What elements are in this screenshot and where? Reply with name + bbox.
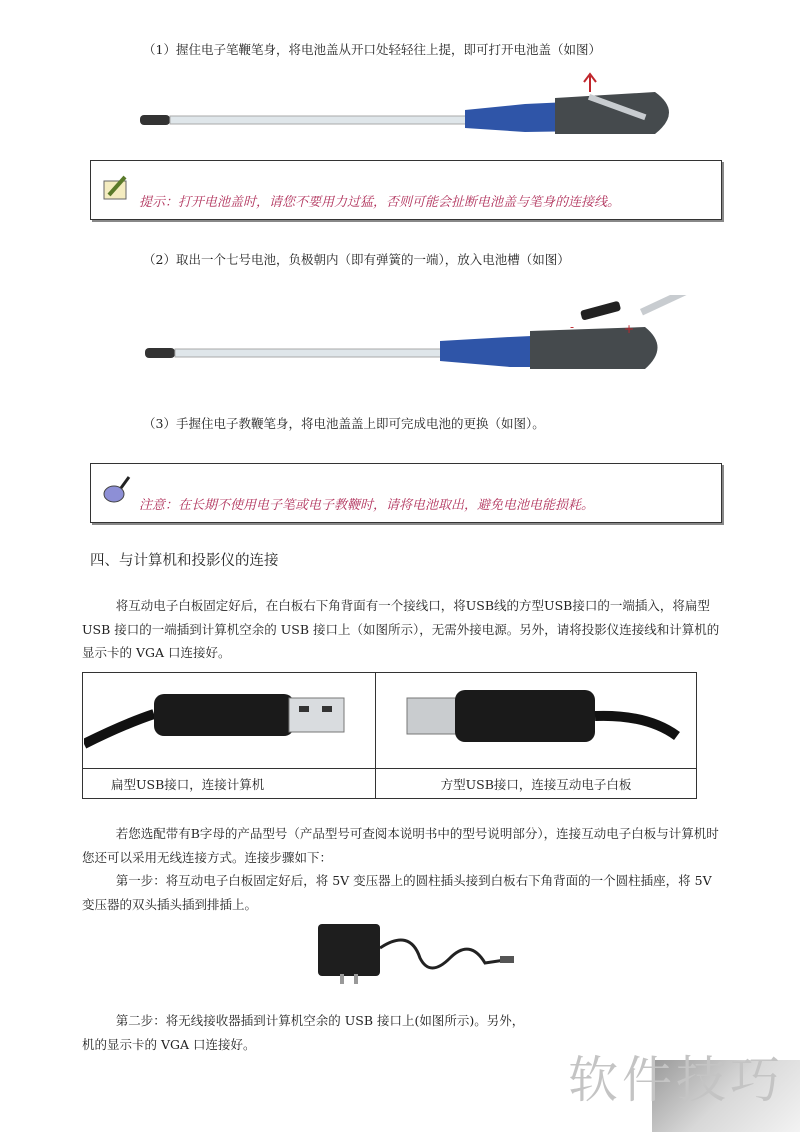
tip-box: [90, 160, 722, 220]
section-heading: 四、与计算机和投影仪的连接: [90, 553, 279, 569]
battery-minus-label: -: [570, 320, 575, 334]
paragraph-wireless-text: 若您选配带有B字母的产品型号（产品型号可查阅本说明书中的型号说明部分），连接互动电子白板与计算机时您还可以采用无线连接方式。连接步骤如下：: [82, 826, 719, 865]
magnifier-note-icon: [101, 474, 133, 506]
power-adapter-image: [310, 918, 520, 986]
step-2-text: （2）取出一个七号电池，负极朝内（即有弹簧的一端），放入电池槽（如图）: [143, 252, 570, 267]
note-text: 注意：在长期不使用电子笔或电子教鞭时，请将电池取出，避免电池电能损耗。: [139, 498, 595, 513]
note-box: [90, 463, 722, 523]
flat-usb-image-cell: [83, 673, 376, 769]
step-1-text: （1）握住电子笔鞭笔身，将电池盖从开口处轻轻往上提，即可打开电池盖（如图）: [143, 42, 601, 57]
paragraph-step-two-text: 第二步：将无线接收器插到计算机空余的 USB 接口上(如图所示)。另外，: [115, 1013, 525, 1028]
tip-text: 提示：打开电池盖时，请您不要用力过猛，否则可能会扯断电池盖与笔身的连接线。: [139, 195, 621, 210]
paragraph-usb-text: 将互动电子白板固定好后，在白板右下角背面有一个接线口，将USB线的方型USB接口的一端插入，将扁型 USB 接口的一端插到计算机空余的 USB 接口上（如图所示），无需外接电源。另外，请将投影仪连接线和计算机的显示卡的 VGA 口连接好。: [82, 598, 720, 660]
battery-plus-label: +: [624, 322, 635, 336]
usb-table: [82, 672, 697, 799]
paragraph-wireless: [82, 822, 722, 916]
paragraph-usb: [82, 594, 722, 665]
square-usb-caption: 方型USB接口，连接互动电子白板: [376, 769, 697, 799]
square-usb-image-cell: [376, 673, 697, 769]
step-3-text: （3）手握住电子教鞭笔身，将电池盖盖上即可完成电池的更换（如图）。: [143, 416, 545, 431]
watermark-logo: 软件技巧: [568, 1051, 784, 1109]
pen-open-cover-image: [135, 70, 675, 150]
flat-usb-plug-image: [84, 674, 374, 764]
square-usb-plug-image: [377, 674, 695, 764]
pen-insert-battery-image: [140, 295, 720, 380]
paragraph-step-one: 第一步：将互动电子白板固定好后，将 5V 变压器上的圆柱插头接到白板右下角背面的一个圆柱插座，将 5V 变压器的双头插头插到排插上。: [82, 873, 712, 912]
flat-usb-caption: 扁型USB接口，连接计算机: [83, 769, 376, 799]
paragraph-step-two-cont: 机的显示卡的 VGA 口连接好。: [82, 1036, 256, 1052]
pencil-note-icon: [101, 173, 133, 203]
